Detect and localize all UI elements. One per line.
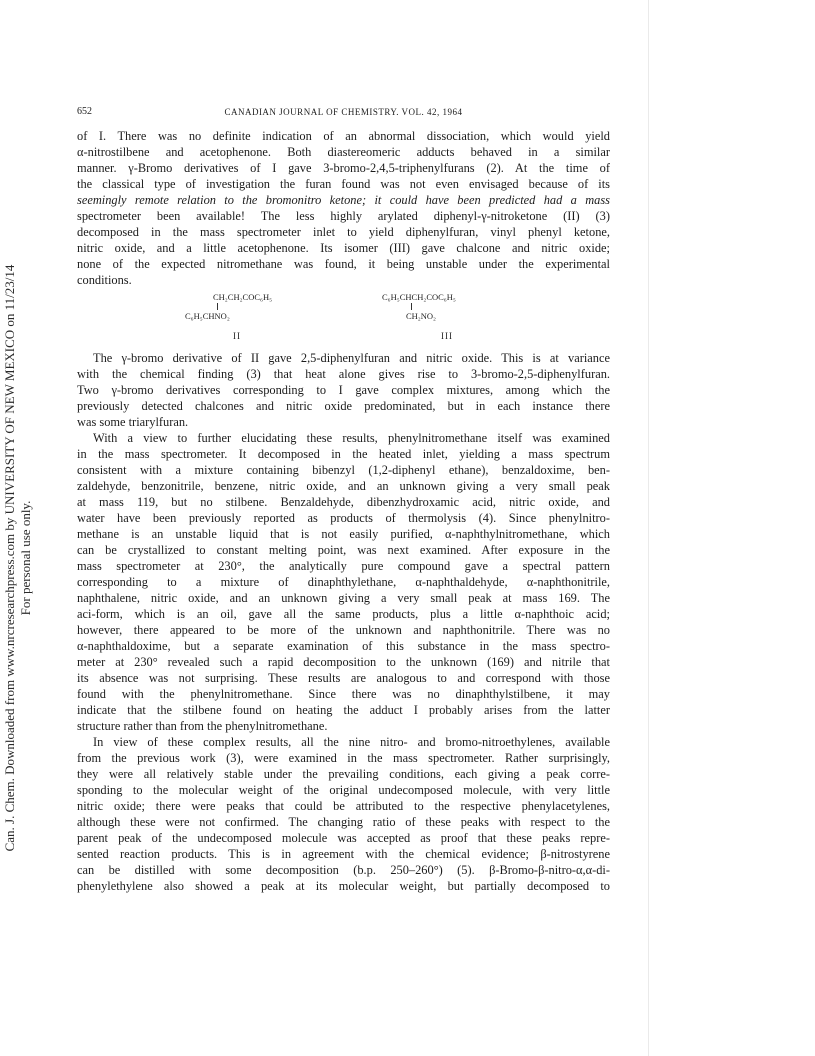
text-line: sponding to the molecular weight of the original undecomposed molecule, with very little [77,783,610,797]
text-line: The γ-bromo derivative of II gave 2,5-diphenylfuran and nitric oxide. This is at variance [93,351,610,365]
text-line: previously detected chalcones and nitric oxide predominated, but in each instance there [77,399,610,413]
journal-title: CANADIAN JOURNAL OF CHEMISTRY. VOL. 42, 1964 [224,107,463,117]
text-line: α-naphthaldoxime, but a separate examination of this substance in the mass spectro- [77,639,610,653]
text-line: corresponding to a mixture of dinaphthylethane, α-naphthaldehyde, α-naphthonitrile, [77,575,610,589]
text-line: can be distilled with some decomposition (b.p. 250–260°) (5). β-Bromo-β-nitro-α,α-di- [77,863,610,877]
bond-line [411,303,412,310]
text-line: found with the phenylnitromethane. Since there was no dinaphthylstilbene, it may [77,687,610,701]
text-line: conditions. [77,273,132,287]
text-line: with the chemical finding (3) that heat alone gives rise to 3-bromo-2,5-diphenylfuran. [77,367,610,381]
paragraph-bottom [77,350,610,894]
text-line: although these were not confirmed. The changing ratio of these peaks with respect to the [77,815,610,829]
text-line: was some triarylfuran. [77,415,189,429]
structure-III [382,292,542,342]
text-line: methane is an unstable liquid that is not easily purified, α-naphthylnitromethane, which [77,527,610,541]
text-line: sented reaction products. This is in agreement with the chemical evidence; β-nitrostyrene [77,847,610,861]
text-line: decomposed in the mass spectrometer inlet to yield diphenylfuran, vinyl phenyl ketone, [77,225,610,239]
text-line: they were all relatively stable under the prevailing conditions, each giving a peak corre- [77,767,610,781]
text-line: nitric oxide; there were peaks that could be attributed to the respective phenylacetylenes, [77,799,610,813]
structure-III-top: C₆H₅CHCH₂COC₆H₅ [382,292,456,302]
text-line: of I. There was no definite indication of an abnormal dissociation, which would yield [77,129,610,143]
text-line: however, there appeared to be more of the unknown and naphthonitrile. There was no [77,623,610,637]
text-line: indicate that the stilbene found on heating the adduct I probably arises from the latter [77,703,610,717]
text-line: consistent with a mixture containing bibenzyl (1,2-diphenyl ethane), benzaldoxime, ben- [77,463,610,477]
text-line: seemingly remote relation to the bromonitro ketone; it could have been predicted had a mass [77,193,610,207]
text-line: meter at 230° revealed such a rapid decomposition to the unknown (169) and nitrile that [77,655,610,669]
structure-II-top: CH₂CH₂COC₆H₅ [213,292,273,302]
scan-edge [648,0,649,1056]
text-line: aci-form, which is an oil, gave all the same products, plus a little α-naphthoic acid; [77,607,610,621]
structure-II-label: II [233,331,241,341]
text-line: phenylethylene also showed a peak at its molecular weight, but partially decomposed to [77,879,610,893]
structure-II [185,292,345,342]
text-line: in the mass spectrometer. It decomposed in the heated inlet, yielding a mass spectrum [77,447,610,461]
text-line: its absence was not surprising. These results are analogous to and correspond with those [77,671,610,685]
text-line: at mass 119, but no stilbene. Benzaldehyde, dibenzhydroxamic acid, nitric oxide, and [77,495,610,509]
download-notice-line-2: For personal use only. [18,500,33,616]
text-line: can be crystallized to constant melting point, was next examined. After exposure in the [77,543,610,557]
text-line: mass spectrometer at 230°, the analytically pure compound gave a spectral pattern [77,559,610,573]
text-line: Two γ-bromo derivatives corresponding to I gave complex mixtures, among which the [77,383,610,397]
structure-III-bottom: CH₂NO₂ [406,311,437,321]
text-line: zaldehyde, benzonitrile, benzene, nitric oxide, and an unknown giving a very small peak [77,479,610,493]
text-line: water have been previously reported as products of thermolysis (4). Since phenylnitro- [77,511,610,525]
download-notice-line-1: Can. J. Chem. Downloaded from www.nrcresearchpress.com by UNIVERSITY OF NEW MEXICO on 11/23/14 [2,264,17,852]
text-line: the classical type of investigation the furan found was not even envisaged because of its [77,177,610,191]
page-number: 652 [77,106,92,117]
bond-line [217,303,218,310]
text-line: structure rather than from the phenylnitromethane. [77,719,328,733]
text-line: In view of these complex results, all the nine nitro- and bromo-nitroethylenes, available [93,735,610,749]
structure-II-bottom: C₆H₅CHNO₂ [185,311,230,321]
structure-III-label: III [441,331,453,341]
text-line: none of the expected nitromethane was found, it being unstable under the experimental [77,257,610,271]
text-line: parent peak of the undecomposed molecule was accepted as proof that these peaks repre- [77,831,610,845]
download-notice [2,178,34,938]
text-line: naphthalene, nitric oxide, and an unknown giving a very small peak at mass 169. The [77,591,610,605]
text-line: spectrometer been available! The less highly arylated diphenyl-γ-nitroketone (II) (3) [77,209,610,223]
text-line: nitric oxide, and a little acetophenone. Its isomer (III) gave chalcone and nitric oxide; [77,241,610,255]
running-header [77,106,610,120]
text-line: α-nitrostilbene and acetophenone. Both diastereomeric adducts behaved in a similar [77,145,610,159]
paragraph-top [77,128,610,288]
text-line: With a view to further elucidating these results, phenylnitromethane itself was examined [93,431,610,445]
text-line: manner. γ-Bromo derivatives of I gave 3-bromo-2,4,5-triphenylfurans (2). At the time of [77,161,610,175]
text-line: from the previous work (3), were examined in the mass spectrometer. Rather surprisingly, [77,751,610,765]
